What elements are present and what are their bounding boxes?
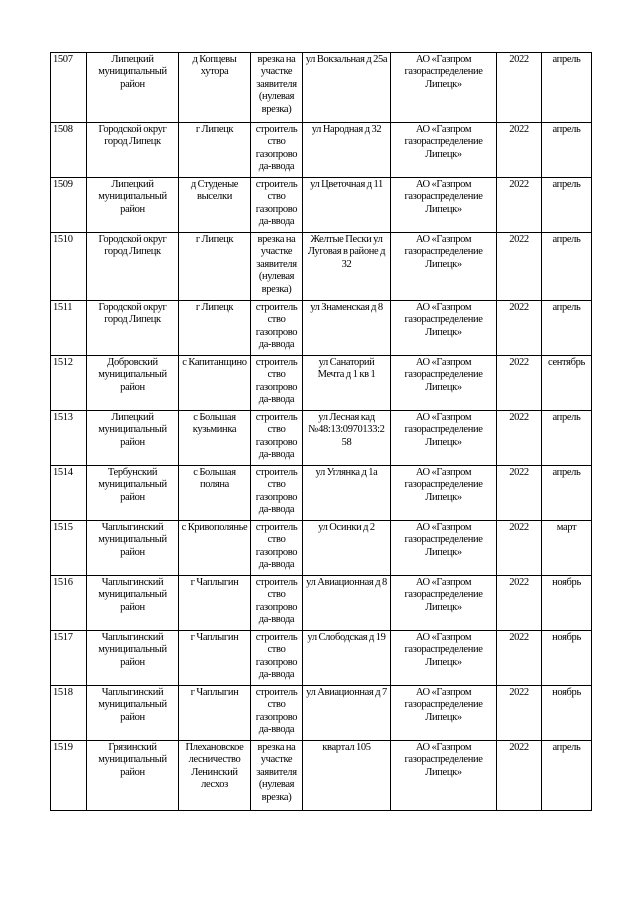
year-cell: 2022: [497, 233, 542, 301]
work-type-cell: строитель ство газопрово да-ввода: [251, 411, 303, 466]
year-cell: 2022: [497, 521, 542, 576]
table-body: [51, 53, 592, 811]
district-cell: Грязинский муниципальный район: [87, 741, 179, 811]
work-type-cell: строитель ство газопрово да-ввода: [251, 466, 303, 521]
table-row: [51, 741, 592, 811]
organization-cell: АО «Газпром газораспределение Липецк»: [391, 356, 497, 411]
month-cell: ноябрь: [542, 686, 592, 741]
organization-cell: АО «Газпром газораспределение Липецк»: [391, 411, 497, 466]
address-cell: ул Санаторий Мечта д 1 кв 1: [303, 356, 391, 411]
district-cell: Городской округ город Липецк: [87, 123, 179, 178]
work-type-cell: врезка на участке заявителя (нулевая врезка): [251, 233, 303, 301]
month-cell: апрель: [542, 411, 592, 466]
year-cell: 2022: [497, 576, 542, 631]
year-cell: 2022: [497, 53, 542, 123]
row-number: 1518: [51, 686, 87, 741]
row-number: 1509: [51, 178, 87, 233]
district-cell: Добровский муниципальный район: [87, 356, 179, 411]
settlement-cell: д Студеные выселки: [179, 178, 251, 233]
work-type-cell: врезка на участке заявителя (нулевая врезка): [251, 741, 303, 811]
address-cell: ул Авиационная д 8: [303, 576, 391, 631]
row-number: 1508: [51, 123, 87, 178]
organization-cell: АО «Газпром газораспределение Липецк»: [391, 466, 497, 521]
year-cell: 2022: [497, 411, 542, 466]
row-number: 1507: [51, 53, 87, 123]
row-number: 1519: [51, 741, 87, 811]
year-cell: 2022: [497, 466, 542, 521]
month-cell: апрель: [542, 233, 592, 301]
year-cell: 2022: [497, 631, 542, 686]
district-cell: Липецкий муниципальный район: [87, 411, 179, 466]
district-cell: Чаплыгинский муниципальный район: [87, 576, 179, 631]
address-cell: ул Углянка д 1а: [303, 466, 391, 521]
organization-cell: АО «Газпром газораспределение Липецк»: [391, 301, 497, 356]
district-cell: Тербунский муниципальный район: [87, 466, 179, 521]
address-cell: ул Вокзальная д 25а: [303, 53, 391, 123]
year-cell: 2022: [497, 356, 542, 411]
address-cell: Желтые Пески ул Луговая в районе д 32: [303, 233, 391, 301]
table-row: [51, 521, 592, 576]
month-cell: ноябрь: [542, 576, 592, 631]
settlement-cell: с Большая поляна: [179, 466, 251, 521]
district-cell: Чаплыгинский муниципальный район: [87, 686, 179, 741]
work-type-cell: строитель ство газопрово да-ввода: [251, 301, 303, 356]
table-row: [51, 53, 592, 123]
organization-cell: АО «Газпром газораспределение Липецк»: [391, 178, 497, 233]
month-cell: апрель: [542, 53, 592, 123]
table-row: [51, 686, 592, 741]
month-cell: апрель: [542, 301, 592, 356]
month-cell: апрель: [542, 178, 592, 233]
address-cell: ул Народная д 32: [303, 123, 391, 178]
settlement-cell: г Липецк: [179, 123, 251, 178]
month-cell: сентябрь: [542, 356, 592, 411]
address-cell: ул Цветочная д 11: [303, 178, 391, 233]
year-cell: 2022: [497, 741, 542, 811]
organization-cell: АО «Газпром газораспределение Липецк»: [391, 576, 497, 631]
work-type-cell: строитель ство газопрово да-ввода: [251, 521, 303, 576]
settlement-cell: г Чаплыгин: [179, 686, 251, 741]
row-number: 1512: [51, 356, 87, 411]
year-cell: 2022: [497, 178, 542, 233]
district-cell: Городской округ город Липецк: [87, 301, 179, 356]
settlement-cell: д Копцевы хутора: [179, 53, 251, 123]
row-number: 1511: [51, 301, 87, 356]
month-cell: апрель: [542, 741, 592, 811]
row-number: 1516: [51, 576, 87, 631]
work-type-cell: строитель ство газопрово да-ввода: [251, 686, 303, 741]
month-cell: ноябрь: [542, 631, 592, 686]
organization-cell: АО «Газпром газораспределение Липецк»: [391, 631, 497, 686]
table-row: [51, 123, 592, 178]
month-cell: апрель: [542, 466, 592, 521]
table-row: [51, 466, 592, 521]
organization-cell: АО «Газпром газораспределение Липецк»: [391, 686, 497, 741]
work-type-cell: строитель ство газопрово да-ввода: [251, 123, 303, 178]
table-row: [51, 178, 592, 233]
table-row: [51, 631, 592, 686]
row-number: 1515: [51, 521, 87, 576]
gas-connection-table: [50, 52, 592, 811]
settlement-cell: г Чаплыгин: [179, 631, 251, 686]
table-row: [51, 233, 592, 301]
settlement-cell: г Чаплыгин: [179, 576, 251, 631]
work-type-cell: строитель ство газопрово да-ввода: [251, 631, 303, 686]
year-cell: 2022: [497, 686, 542, 741]
address-cell: ул Лесная кад №48:13:0970133:2 58: [303, 411, 391, 466]
organization-cell: АО «Газпром газораспределение Липецк»: [391, 521, 497, 576]
district-cell: Липецкий муниципальный район: [87, 53, 179, 123]
row-number: 1514: [51, 466, 87, 521]
year-cell: 2022: [497, 123, 542, 178]
district-cell: Городской округ город Липецк: [87, 233, 179, 301]
month-cell: март: [542, 521, 592, 576]
work-type-cell: строитель ство газопрово да-ввода: [251, 178, 303, 233]
address-cell: ул Слободская д 19: [303, 631, 391, 686]
row-number: 1517: [51, 631, 87, 686]
table-row: [51, 411, 592, 466]
table-row: [51, 356, 592, 411]
year-cell: 2022: [497, 301, 542, 356]
settlement-cell: с Большая кузьминка: [179, 411, 251, 466]
settlement-cell: с Кривополянье: [179, 521, 251, 576]
organization-cell: АО «Газпром газораспределение Липецк»: [391, 53, 497, 123]
address-cell: квартал 105: [303, 741, 391, 811]
work-type-cell: строитель ство газопрово да-ввода: [251, 356, 303, 411]
settlement-cell: Плехановское лесничество Ленинский лесхоз: [179, 741, 251, 811]
row-number: 1513: [51, 411, 87, 466]
work-type-cell: строитель ство газопрово да-ввода: [251, 576, 303, 631]
district-cell: Чаплыгинский муниципальный район: [87, 521, 179, 576]
month-cell: апрель: [542, 123, 592, 178]
organization-cell: АО «Газпром газораспределение Липецк»: [391, 233, 497, 301]
district-cell: Липецкий муниципальный район: [87, 178, 179, 233]
work-type-cell: врезка на участке заявителя (нулевая врезка): [251, 53, 303, 123]
settlement-cell: г Липецк: [179, 233, 251, 301]
organization-cell: АО «Газпром газораспределение Липецк»: [391, 741, 497, 811]
settlement-cell: г Липецк: [179, 301, 251, 356]
address-cell: ул Знаменская д 8: [303, 301, 391, 356]
district-cell: Чаплыгинский муниципальный район: [87, 631, 179, 686]
row-number: 1510: [51, 233, 87, 301]
table-row: [51, 301, 592, 356]
address-cell: ул Авиационная д 7: [303, 686, 391, 741]
settlement-cell: с Капитанщино: [179, 356, 251, 411]
organization-cell: АО «Газпром газораспределение Липецк»: [391, 123, 497, 178]
table-row: [51, 576, 592, 631]
address-cell: ул Осинки д 2: [303, 521, 391, 576]
